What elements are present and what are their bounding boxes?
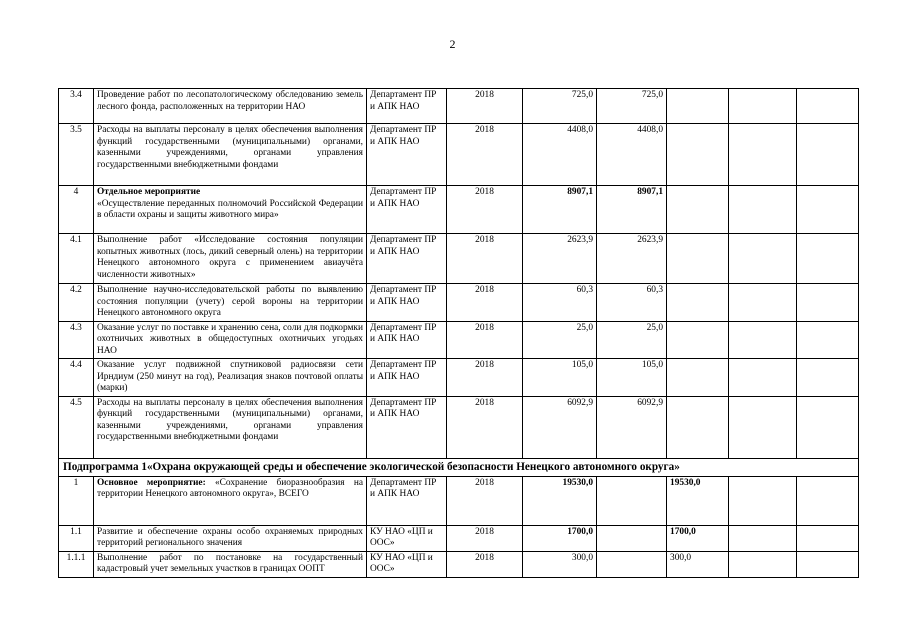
table-row — [59, 396, 859, 458]
row-year: 2018 — [447, 89, 523, 124]
row-title: Отдельное мероприятие — [97, 187, 201, 197]
row-year: 2018 — [447, 321, 523, 359]
row-year: 2018 — [447, 234, 523, 284]
row-responsible: Департамент ПР и АПК НАО — [367, 359, 447, 397]
table-row — [59, 186, 859, 234]
row-year: 2018 — [447, 359, 523, 397]
row-col3 — [667, 284, 729, 322]
row-col3 — [667, 89, 729, 124]
row-year: 2018 — [447, 476, 523, 525]
row-total: 725,0 — [523, 89, 597, 124]
row-col3 — [667, 396, 729, 458]
row-year: 2018 — [447, 525, 523, 551]
row-col2 — [597, 551, 667, 577]
row-col4 — [729, 186, 797, 234]
row-col3: 300,0 — [667, 551, 729, 577]
row-responsible: КУ НАО «ЦП и ООС» — [367, 551, 447, 577]
row-col4 — [729, 476, 797, 525]
row-text: «Сохранение биоразнообразия на территории Ненецкого автономного округа», ВСЕГО — [97, 477, 363, 499]
row-responsible: КУ НАО «ЦП и ООС» — [367, 525, 447, 551]
row-description: Оказание услуг по поставке и хранению сена, соли для подкормки охотничьих животных в общедоступных охотничьих угодьях НАО — [94, 321, 367, 359]
table-row — [59, 551, 859, 577]
row-description: Расходы на выплаты персоналу в целях обеспечения выполнения функций государственными (муниципальными) органами, казенными учреждениями, органами управления государственными внебюджетными фондами — [94, 396, 367, 458]
row-col2: 2623,9 — [597, 234, 667, 284]
row-total: 8907,1 — [523, 186, 597, 234]
row-number: 4 — [59, 186, 94, 234]
row-col5 — [797, 89, 859, 124]
row-number: 4.1 — [59, 234, 94, 284]
row-number: 4.2 — [59, 284, 94, 322]
row-total: 2623,9 — [523, 234, 597, 284]
row-description: Выполнение научно-исследовательской работы по выявлению состояния популяции (учету) серой вороны на территории Ненецкого автономного округа — [94, 284, 367, 322]
page-number: 2 — [449, 37, 456, 51]
row-responsible: Департамент ПР и АПК НАО — [367, 89, 447, 124]
row-col5 — [797, 525, 859, 551]
row-responsible: Департамент ПР и АПК НАО — [367, 234, 447, 284]
row-col5 — [797, 124, 859, 186]
row-description: Выполнение работ по постановке на государственный кадастровый учет земельных участков в границах ООПТ — [94, 551, 367, 577]
row-col5 — [797, 551, 859, 577]
table-row — [59, 525, 859, 551]
row-year: 2018 — [447, 186, 523, 234]
row-year: 2018 — [447, 551, 523, 577]
table-row — [59, 476, 859, 525]
table-row — [59, 234, 859, 284]
subprogram-row — [59, 458, 859, 476]
row-col2: 725,0 — [597, 89, 667, 124]
row-number: 4.3 — [59, 321, 94, 359]
row-col5 — [797, 234, 859, 284]
row-total: 1700,0 — [523, 525, 597, 551]
row-number: 1.1 — [59, 525, 94, 551]
row-total: 60,3 — [523, 284, 597, 322]
row-col4 — [729, 396, 797, 458]
row-col2: 4408,0 — [597, 124, 667, 186]
row-col2: 25,0 — [597, 321, 667, 359]
row-number: 4.5 — [59, 396, 94, 458]
row-col4 — [729, 359, 797, 397]
row-text: «Осуществление переданных полномочий Российской Федерации в области охраны и защиты животного мира» — [97, 198, 363, 220]
row-responsible: Департамент ПР и АПК НАО — [367, 124, 447, 186]
row-col4 — [729, 89, 797, 124]
row-responsible: Департамент ПР и АПК НАО — [367, 186, 447, 234]
table-row — [59, 321, 859, 359]
row-col2 — [597, 525, 667, 551]
row-number: 4.4 — [59, 359, 94, 397]
table-row — [59, 89, 859, 124]
row-col3 — [667, 359, 729, 397]
row-col2: 8907,1 — [597, 186, 667, 234]
row-description: Проведение работ по лесопатологическому обследованию земель лесного фонда, расположенных на территории НАО — [94, 89, 367, 124]
row-col5 — [797, 476, 859, 525]
row-col2: 60,3 — [597, 284, 667, 322]
row-col5 — [797, 284, 859, 322]
row-col3 — [667, 321, 729, 359]
row-number: 1.1.1 — [59, 551, 94, 577]
row-col4 — [729, 234, 797, 284]
row-col3 — [667, 186, 729, 234]
row-description — [94, 476, 367, 525]
row-responsible: Департамент ПР и АПК НАО — [367, 284, 447, 322]
row-description — [94, 186, 367, 234]
row-total: 19530,0 — [523, 476, 597, 525]
row-col5 — [797, 321, 859, 359]
row-col5 — [797, 396, 859, 458]
table-row — [59, 124, 859, 186]
row-total: 6092,9 — [523, 396, 597, 458]
row-number: 1 — [59, 476, 94, 525]
row-col3 — [667, 234, 729, 284]
row-description: Выполнение работ «Исследование состояния популяции копытных животных (лось, дикий северный олень) на территории Ненецкого автономного округа с применением авиаучёта численности животных» — [94, 234, 367, 284]
row-description: Оказание услуг подвижной спутниковой радиосвязи сети Ирндиум (250 минут на год), Реализация знаков почтовой оплаты (марки) — [94, 359, 367, 397]
row-year: 2018 — [447, 284, 523, 322]
row-number: 3.5 — [59, 124, 94, 186]
row-col4 — [729, 321, 797, 359]
row-col3: 19530,0 — [667, 476, 729, 525]
row-number: 3.4 — [59, 89, 94, 124]
row-responsible: Департамент ПР и АПК НАО — [367, 321, 447, 359]
row-total: 4408,0 — [523, 124, 597, 186]
row-col5 — [797, 359, 859, 397]
row-year: 2018 — [447, 124, 523, 186]
table-row — [59, 359, 859, 397]
row-col4 — [729, 284, 797, 322]
row-col4 — [729, 124, 797, 186]
row-col2 — [597, 476, 667, 525]
table-row — [59, 284, 859, 322]
row-col2: 6092,9 — [597, 396, 667, 458]
row-col3 — [667, 124, 729, 186]
row-description: Развитие и обеспечение охраны особо охраняемых природных территорий регионального значения — [94, 525, 367, 551]
row-col2: 105,0 — [597, 359, 667, 397]
row-total: 105,0 — [523, 359, 597, 397]
row-year: 2018 — [447, 396, 523, 458]
row-responsible: Департамент ПР и АПК НАО — [367, 396, 447, 458]
row-description: Расходы на выплаты персоналу в целях обеспечения выполнения функций государственными (муниципальными) органами, казенными учреждениями, органами управления государственными внебюджетными фондами — [94, 124, 367, 186]
row-col5 — [797, 186, 859, 234]
row-title: Основное мероприятие: — [97, 477, 206, 488]
row-responsible: Департамент ПР и АПК НАО — [367, 476, 447, 525]
row-col4 — [729, 551, 797, 577]
row-col4 — [729, 525, 797, 551]
subprogram-title: Подпрограмма 1«Охрана окружающей среды и обеспечение экологической безопасности Ненецкого автономного округа» — [59, 458, 859, 476]
row-total: 25,0 — [523, 321, 597, 359]
row-col3: 1700,0 — [667, 525, 729, 551]
row-total: 300,0 — [523, 551, 597, 577]
program-table — [58, 88, 859, 578]
